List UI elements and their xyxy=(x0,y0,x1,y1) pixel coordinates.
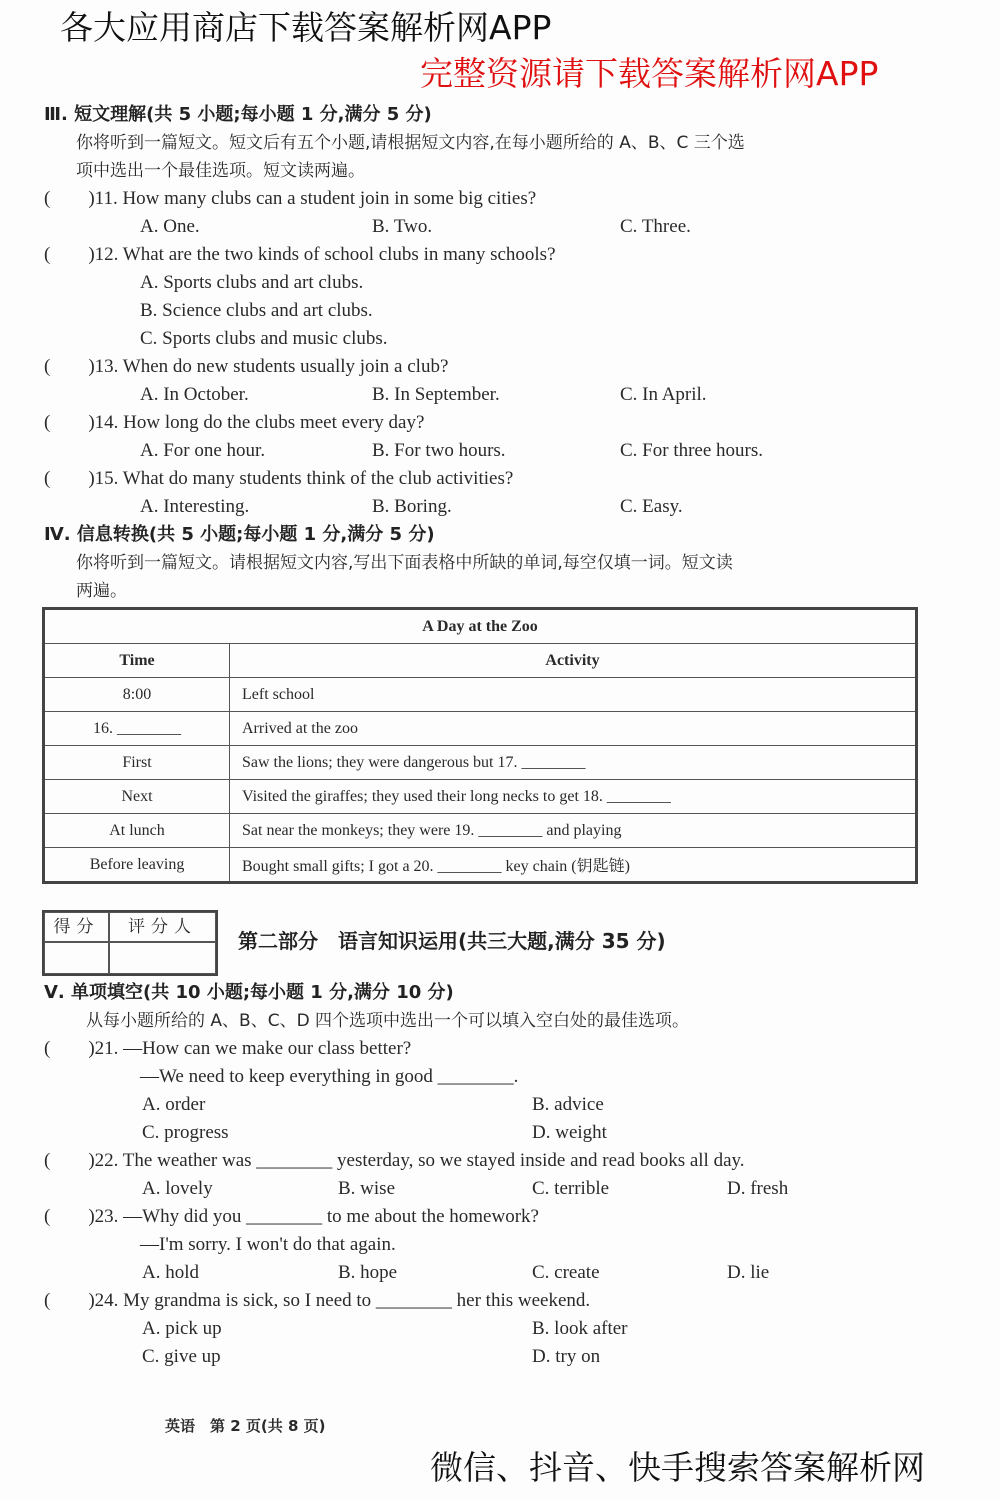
question-22: ( )22. The weather was ________ yesterday, so we stayed inside and read books all day. xyxy=(44,1150,745,1171)
question-13: ( )13. When do new students usually join a club? xyxy=(44,356,449,377)
table-row xyxy=(44,678,917,712)
option: C. terrible xyxy=(532,1178,610,1199)
option: A. hold xyxy=(142,1262,199,1283)
option: D. weight xyxy=(532,1122,607,1143)
question-23-line2: —I'm sorry. I won't do that again. xyxy=(140,1234,396,1255)
watermark: 各大应用商店下载答案解析网APP xyxy=(60,8,552,47)
question-12: ( )12. What are the two kinds of school clubs in many schools? xyxy=(44,244,556,265)
option: D. fresh xyxy=(727,1178,789,1199)
grader-field[interactable] xyxy=(109,942,216,974)
option: A. One. xyxy=(140,216,200,237)
option: B. For two hours. xyxy=(372,440,506,461)
option: D. lie xyxy=(727,1262,770,1283)
option: B. advice xyxy=(532,1094,604,1115)
watermark: 微信、抖音、快手搜索答案解析网 xyxy=(430,1448,925,1487)
grader-label: 评分人 xyxy=(109,912,216,942)
option: A. Interesting. xyxy=(140,496,250,517)
score-field[interactable] xyxy=(44,942,109,974)
zoo-table xyxy=(42,607,918,884)
activity-cell: Arrived at the zoo xyxy=(230,712,917,746)
option: C. Three. xyxy=(620,216,691,237)
watermark: 完整资源请下载答案解析网APP xyxy=(420,54,879,93)
option: C. progress xyxy=(142,1122,229,1143)
table-row xyxy=(44,780,917,814)
option: B. Boring. xyxy=(372,496,452,517)
option: B. wise xyxy=(338,1178,395,1199)
activity-cell: Left school xyxy=(230,678,917,712)
option: B. look after xyxy=(532,1318,628,1339)
time-cell: Next xyxy=(44,780,230,814)
option: A. For one hour. xyxy=(140,440,266,461)
question-21: ( )21. —How can we make our class better? xyxy=(44,1038,412,1059)
option: C. Sports clubs and music clubs. xyxy=(140,328,388,349)
section-3-instruction: 项中选出一个最佳选项。短文读两遍。 xyxy=(76,161,365,181)
section-3-title: Ⅲ. 短文理解(共 5 小题;每小题 1 分,满分 5 分) xyxy=(44,104,432,125)
table-title: A Day at the Zoo xyxy=(44,609,917,644)
table-row xyxy=(44,814,917,848)
score-box xyxy=(42,910,218,976)
option: A. Sports clubs and art clubs. xyxy=(140,272,364,293)
part-2-title: 第二部分 语言知识运用(共三大题,满分 35 分) xyxy=(238,929,666,953)
option: B. Two. xyxy=(372,216,433,237)
section-4-title: Ⅳ. 信息转换(共 5 小题;每小题 1 分,满分 5 分) xyxy=(44,524,435,545)
option: B. hope xyxy=(338,1262,398,1283)
section-5-title: Ⅴ. 单项填空(共 10 小题;每小题 1 分,满分 10 分) xyxy=(44,982,454,1003)
section-5-instruction: 从每小题所给的 A、B、C、D 四个选项中选出一个可以填入空白处的最佳选项。 xyxy=(86,1011,690,1031)
question-24: ( )24. My grandma is sick, so I need to ________ her this weekend. xyxy=(44,1290,591,1311)
activity-cell[interactable]: Visited the giraffes; they used their long necks to get 18. ________ xyxy=(230,780,917,814)
option: A. In October. xyxy=(140,384,249,405)
section-3-instruction: 你将听到一篇短文。短文后有五个小题,请根据短文内容,在每小题所给的 A、B、C 三个选 xyxy=(76,133,745,153)
activity-cell[interactable]: Saw the lions; they were dangerous but 17. ________ xyxy=(230,746,917,780)
section-4-instruction: 你将听到一篇短文。请根据短文内容,写出下面表格中所缺的单词,每空仅填一词。短文读 xyxy=(76,553,733,573)
column-header: Time xyxy=(44,644,230,678)
time-cell: 8:00 xyxy=(44,678,230,712)
activity-cell[interactable]: Bought small gifts; I got a 20. ________ key chain (钥匙链) xyxy=(230,848,917,883)
option: C. Easy. xyxy=(620,496,683,517)
option: C. For three hours. xyxy=(620,440,764,461)
option: B. Science clubs and art clubs. xyxy=(140,300,373,321)
option: A. lovely xyxy=(142,1178,213,1199)
option: C. In April. xyxy=(620,384,707,405)
activity-cell[interactable]: Sat near the monkeys; they were 19. ________ and playing xyxy=(230,814,917,848)
table-row xyxy=(44,712,917,746)
option: C. give up xyxy=(142,1346,221,1367)
table-row xyxy=(44,746,917,780)
time-cell: Before leaving xyxy=(44,848,230,883)
option: A. pick up xyxy=(142,1318,222,1339)
score-label: 得分 xyxy=(44,912,109,942)
time-cell: At lunch xyxy=(44,814,230,848)
section-4-instruction: 两遍。 xyxy=(76,581,127,601)
time-cell: First xyxy=(44,746,230,780)
question-14: ( )14. How long do the clubs meet every day? xyxy=(44,412,425,433)
question-15: ( )15. What do many students think of the club activities? xyxy=(44,468,514,489)
option: C. create xyxy=(532,1262,600,1283)
time-cell[interactable]: 16. ________ xyxy=(44,712,230,746)
table-row xyxy=(44,848,917,883)
option: D. try on xyxy=(532,1346,601,1367)
column-header: Activity xyxy=(230,644,917,678)
question-21-line2: —We need to keep everything in good ________. xyxy=(140,1066,519,1087)
page-footer: 英语 第 2 页(共 8 页) xyxy=(165,1417,326,1435)
option: B. In September. xyxy=(372,384,500,405)
option: A. order xyxy=(142,1094,206,1115)
question-23: ( )23. —Why did you ________ to me about the homework? xyxy=(44,1206,539,1227)
question-11: ( )11. How many clubs can a student join in some big cities? xyxy=(44,188,537,209)
